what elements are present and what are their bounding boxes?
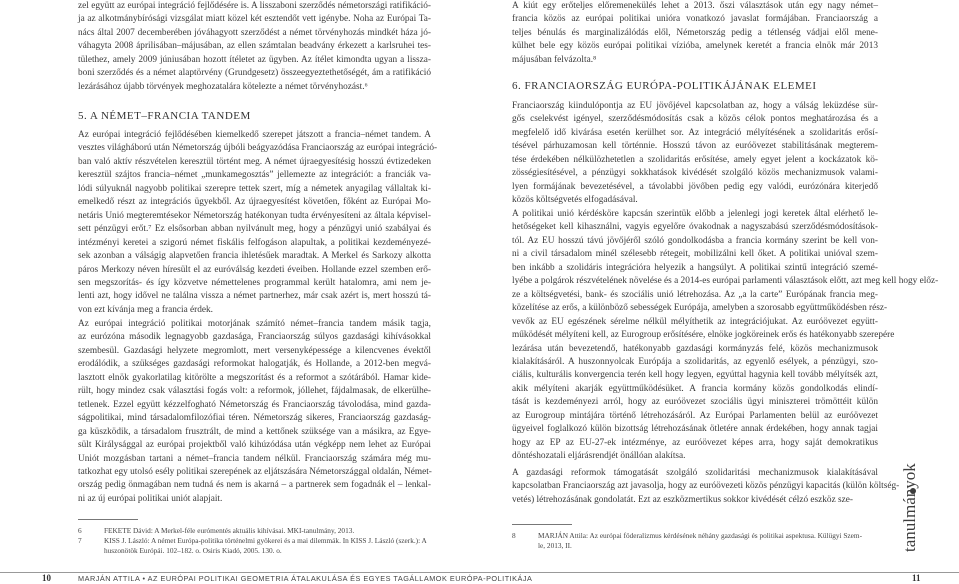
footer-rule — [0, 572, 959, 573]
body-paragraph-line: ország pedig önmagában nem tudná és nem is akarná – a partnerek sem fogadnák el – lenkal- — [78, 480, 431, 491]
body-paragraph-line: akik mélyíteni akarják együttműködésüket. A francia kormány közös gondolkodás elindí- — [512, 383, 878, 394]
footnote — [78, 536, 427, 545]
body-paragraph-line: sek azonban a válságig alapvetően francia ihletésűek maradtak. A Merkel és Sarkozy alkotta — [78, 251, 431, 262]
body-paragraph-line: szembesül. Gazdasági helyzete megromlott, mert versenyképessége a kilencvenes évektől — [78, 345, 431, 356]
body-paragraph-line: nács által 2007 decemberében jóváhagyott szerződést a német törvényhozás mindkét háza jó- — [78, 27, 431, 38]
body-paragraph-line: ságpolitikai, mind társadalomfilozófiai téren. Németország sikeres, Franciaország gazdaság- — [78, 413, 431, 424]
body-paragraph-line: Franciaország kiindulópontja az EU jövőjével kapcsolatban az, hogy a válság leküzdése sür- — [512, 101, 878, 111]
body-paragraph-line: működését mélyíteni kell, az Eurogroup erősítésére, elnöke jogköreinek erős és hatékonyabb szerepére — [512, 330, 895, 341]
footnote — [78, 526, 354, 535]
body-paragraph-line: teljes bénulás és marginalizálódás elől, Németország pedig a tétlenség vádjai elől mene- — [512, 27, 878, 38]
body-paragraph-line: sett pénzügyi erőt.⁷ Ez elsősorban abban nyilvánult meg, hogy a pénzügyi unió szabályai és — [78, 224, 431, 235]
body-paragraph-line: gős cselekvést igényel, szerződésmódosítás csak a közös célok pontos meghatározása és a — [512, 114, 878, 125]
body-paragraph-line: vesztes világháború után Németország újbóli beágyazódása Franciaország az európai integráció- — [78, 143, 438, 154]
body-paragraph-line: tását is kezdeményezi arról, hogy az euróövezet szociális ügyi miniszterei trömöttéit külön — [512, 397, 878, 408]
body-paragraph-line: lyébe a polgárok részvételének növelése és a 2014-es európai parlamenti választások előtt, azt meg kell hogy előz- — [512, 276, 939, 287]
body-paragraph-line: ban való aktív részvételen keresztül történt meg. A német újraegyesítésig hosszú évtizedeken — [78, 156, 431, 167]
body-paragraph-line: ügyeivel foglalkozó külön bizottság létrehozásának ötletére annak érdekében, hogy annak tagjai — [512, 424, 878, 435]
running-head: MARJÁN ATTILA • AZ EURÓPAI POLITIKAI GEOMETRIA ÁTALAKULÁSA ÉS EGYES TAGÁLLAMOK EURÓPA-POLITIKÁJA — [78, 574, 533, 583]
footnote — [78, 546, 282, 555]
body-paragraph-line: Uniót mozgásban tartani a német–francia tandem nélkül. Franciaország számára még mu- — [78, 453, 431, 464]
footnote-number: 7 — [78, 536, 82, 545]
body-paragraph-line: zösségiesítésével, a pénzügyi sokkhatások kivédését szolgáló közös mechanizmusok valami- — [512, 168, 878, 179]
footnote-text: huszonötök Európái. 102–182. o. Osiris Kiadó, 2005. 130. o. — [104, 546, 282, 555]
section-label: tanulmányok — [900, 463, 919, 552]
body-paragraph-line: külhet bele egy közös európai politikai vízióba, amelynek keretét a francia elnök már 2013 — [512, 41, 878, 52]
body-paragraph-line: tésével párhuzamosan kell történnie. Hosszú távon az euróövezet stabilitásának megterem- — [512, 141, 878, 152]
body-paragraph-line: lezárásához újabb törvények meghozatalára kötelezte a német törvényhozást.⁶ — [78, 81, 368, 92]
body-paragraph-line: ga küszködik, a társadalom frusztrált, de mind a kettőnek szüksége van a másikra, az Egye- — [78, 426, 431, 437]
body-paragraph-line: páros Merkozy néven híresült el az euróválság kezdeti éveiben. Hollande ezzel szemben erő- — [78, 264, 431, 275]
body-paragraph-line: kialakításáról. A huszonnyolcak Európája a szolidaritás, az egyenlő esélyek, a pénzügyi, szo- — [512, 356, 878, 367]
body-paragraph-line: tetlenek. Ezzel együtt kézzelfogható Németország és Franciaország távolodása, mind gazda- — [78, 399, 431, 410]
footnote-rule — [512, 524, 572, 525]
section-heading: 5. A NÉMET–FRANCIA TANDEM — [78, 110, 251, 122]
body-paragraph-line: tése érdekében nélkülözhetetlen a szolidaritás erősítése, amely egyet jelent a kockázatok kö- — [512, 154, 878, 165]
footnote-number: 8 — [512, 531, 516, 540]
page-footer — [0, 572, 959, 584]
body-paragraph-line: közelítése az erős, a különböző sebességek Európája, amelyben a szorosabb együttműködésben rész- — [512, 303, 888, 314]
body-paragraph-line: tülethez, amely 2009 júniusában hozott ítéletet az ügyben. Az ítélet kimondta ugyan a lissza- — [78, 54, 431, 65]
body-paragraph-line: ze a költségvetési, bank- és szociális unió létrehozása. Az „a la carte” Európának francia meg- — [512, 289, 878, 300]
footnote-text: le, 2013, II. — [538, 541, 572, 550]
body-paragraph-line: netáris Unió megteremtésekor Németország hatékonyan tudta érvényesíteni az általa képvisel- — [78, 210, 431, 221]
body-paragraph-line: Az európai integráció fejlődésében kiemelkedő szerepet játszott a francia–német tandem. A — [78, 130, 431, 140]
section-heading: 6. FRANCIAORSZÁG EURÓPA-POLITIKÁJÁNAK ELEMEI — [512, 80, 817, 92]
footnote-rule — [78, 519, 138, 520]
body-paragraph-line: sen megszorítás- és így közvetve némettelenes programmal került hatalomra, ami nem je- — [78, 277, 431, 288]
body-paragraph-line: ja az alkotmánybírósági vizsgálat miatt közel két esztendőt vett igénybe. Noha az Európai Ta- — [78, 14, 431, 25]
body-paragraph-line: intézményi keretei a szigorú német fiskális felfogáson alapultak, a politikai kezdeményezé- — [78, 237, 431, 248]
body-paragraph-line: A gazdasági reformok támogatását szolgáló szolidaritási mechanizmusok kialakításával — [512, 468, 878, 478]
page-number-left: 10 — [42, 573, 51, 583]
footnote-number: 6 — [78, 526, 82, 535]
body-paragraph-line: májusában felvázolta.⁸ — [512, 54, 597, 65]
body-paragraph-line: tatkozhat egy utolsó esély politikai szerepének az eljátszására Németországgal oldalán, Német- — [78, 466, 432, 477]
body-paragraph-line: A kiút egy erőteljes előremenekülés lehet a 2013. őszi választások után egy nagy német– — [512, 1, 878, 11]
footnote-text: KISS J. László: A német Európa-politika történelmi gyökerei és a mai dilemmák. In KISS J. László (szerk.): A — [104, 536, 427, 545]
body-paragraph-line: hogy az EP az EU-27-ek intézménye, az euróövezet képes arra, hogy saját demokratikus — [512, 437, 878, 448]
body-paragraph-line: váhagyta 2008 áprilisában–májusában, az ellen számtalan beadvány érkezett a karlsruhei tes- — [78, 41, 431, 52]
body-paragraph-line: lezárása után bevezetendő, hatékonyabb gazdasági kormányzás felé, közös mechanizmusok — [512, 343, 878, 354]
body-paragraph-line: tól. Az EU hosszú távú jövőjéről szóló gondolkodásba a francia kormány szerint be kell von- — [512, 235, 878, 246]
body-paragraph-line: ni az új európai politikai uniót alapjait. — [78, 493, 223, 504]
body-paragraph-line: sült Királysággal az európai projektből való kihúzódása után végképp nem lehet az Európai — [78, 440, 431, 451]
body-paragraph-line: francia közös az európai politikai unióra vonatkozó javaslat formájában. Franciaország a — [512, 14, 878, 25]
body-paragraph-line: kapcsolatban Franciaország azt javasolja, hogy az euróövezeti közös pénzügyi kapacitás (külön költség- — [512, 481, 900, 492]
footnote-text: FEKETE Dávid: A Merkel-féle eurómentés aktuális kihívásai. MKI-tanulmány, 2013. — [104, 526, 355, 535]
body-paragraph-line: ben inkább a szolidáris integrációra helyezik a hangsúlyt. A politikai szintű integráció szemé- — [512, 262, 878, 273]
body-paragraph-line: emelkedő részt az integrációs ügyekből. Az újraegyesítést követően, főként az Európai Mo- — [78, 197, 431, 208]
body-paragraph-line: lódi súlyuknál nagyobb politikai szerepre tettek szert, míg a németek anyagilag vállaltak ki- — [78, 183, 431, 194]
page-number-right: 11 — [912, 573, 921, 583]
body-paragraph-line: lasztott elnök gyakorlatilag kitörölte a megszorítást és a reformot a szótárából. Hamar kide- — [78, 372, 431, 383]
body-paragraph-line: közös költségvetés elfogadásával. — [512, 195, 638, 206]
body-paragraph-line: boni szerződés és a német alaptörvény (Grundgesetz) összeegyeztethetőségét, ám a ratifikáció — [78, 68, 431, 79]
body-paragraph-line: von ezt kívánja meg a francia érdek. — [78, 304, 213, 315]
footnote — [512, 531, 862, 540]
body-paragraph-line: lenti azt, hogy idővel ne találna vissza a német partnerhez, már csak azért is, mert hosszú tá- — [78, 291, 431, 302]
body-paragraph-line: Az európai integráció politikai motorjának számító német–francia tandem másik tagja, — [78, 319, 431, 329]
body-paragraph-line: zel együtt az európai integráció fejlődésére is. A lisszaboni szerződés németországi ratifikáció- — [78, 1, 431, 11]
body-paragraph-line: erodálódik, a szükséges gazdasági reformokat halogatják, és Hollande, a 2012-ben megvá- — [78, 359, 431, 370]
body-paragraph-line: ciális, kulturális konvergencia terén kell hogy legyen, egyúttal hagynia kell tovább mélyítsék azt, — [512, 370, 878, 381]
body-paragraph-line: az Eurogroup mintájára történő létrehozásáról. Az Európai Parlamenten belül az euróövezet — [512, 410, 878, 421]
body-paragraph-line: döntéshozatali eljárásrendjét önállóan alakítsa. — [512, 451, 686, 462]
footnote — [512, 541, 572, 550]
body-paragraph-line: lyen formájának bevezetésével, a távolabbi jövőben pedig egy valódi, eurózónára kiterjedő — [512, 181, 878, 192]
footnote-text: MARJÁN Attila: Az európai föderalizmus kérdésének néhány gazdasági és politikai aspektusa. Külügyi Szem- — [538, 531, 863, 540]
body-paragraph-line: hetőségeket kell kihasználni, vagyis egyelőre óvakodnak a nagyszabású szerződésmódosítások- — [512, 222, 878, 233]
body-paragraph-line: vetés) létrehozásának gondolatát. Ezt az eszközmertikus sokkor kivédését célzó eszköz sze- — [512, 494, 853, 505]
body-paragraph-line: az eurózóna második legnagyobb gazdasága, Franciaország súlyos gazdasági kihívásokkal — [78, 332, 431, 343]
body-paragraph-line: rült, hogy mindez csak választási fogás volt: a reformok, jóllehet, fájdalmasak, de elkerülhe- — [78, 386, 431, 397]
body-paragraph-line: vevők az EU egészének sérelme nélkül mélyíthetik az integrációjukat. Az euróövezet együtt- — [512, 316, 878, 327]
body-paragraph-line: megfelelő idő kivárása esetén kerülhet sor. Az integráció mélyítésének a szolidaritás erősí- — [512, 127, 878, 138]
section-side-tab — [880, 0, 959, 572]
body-paragraph-line: keresztül szájtos francia–német „munkamegosztás” jellemezte az integrációt: a franciák va- — [78, 170, 431, 181]
body-paragraph-line: ni a civil társadalom minél szélesebb rétegeit, mobilizálni kell őket. A politikai unióval szem- — [512, 249, 878, 260]
body-paragraph-line: A politikai unió kérdésköre kapcsán szerintük előbb a jelenlegi jogi keretek által elérhető le- — [512, 209, 878, 219]
